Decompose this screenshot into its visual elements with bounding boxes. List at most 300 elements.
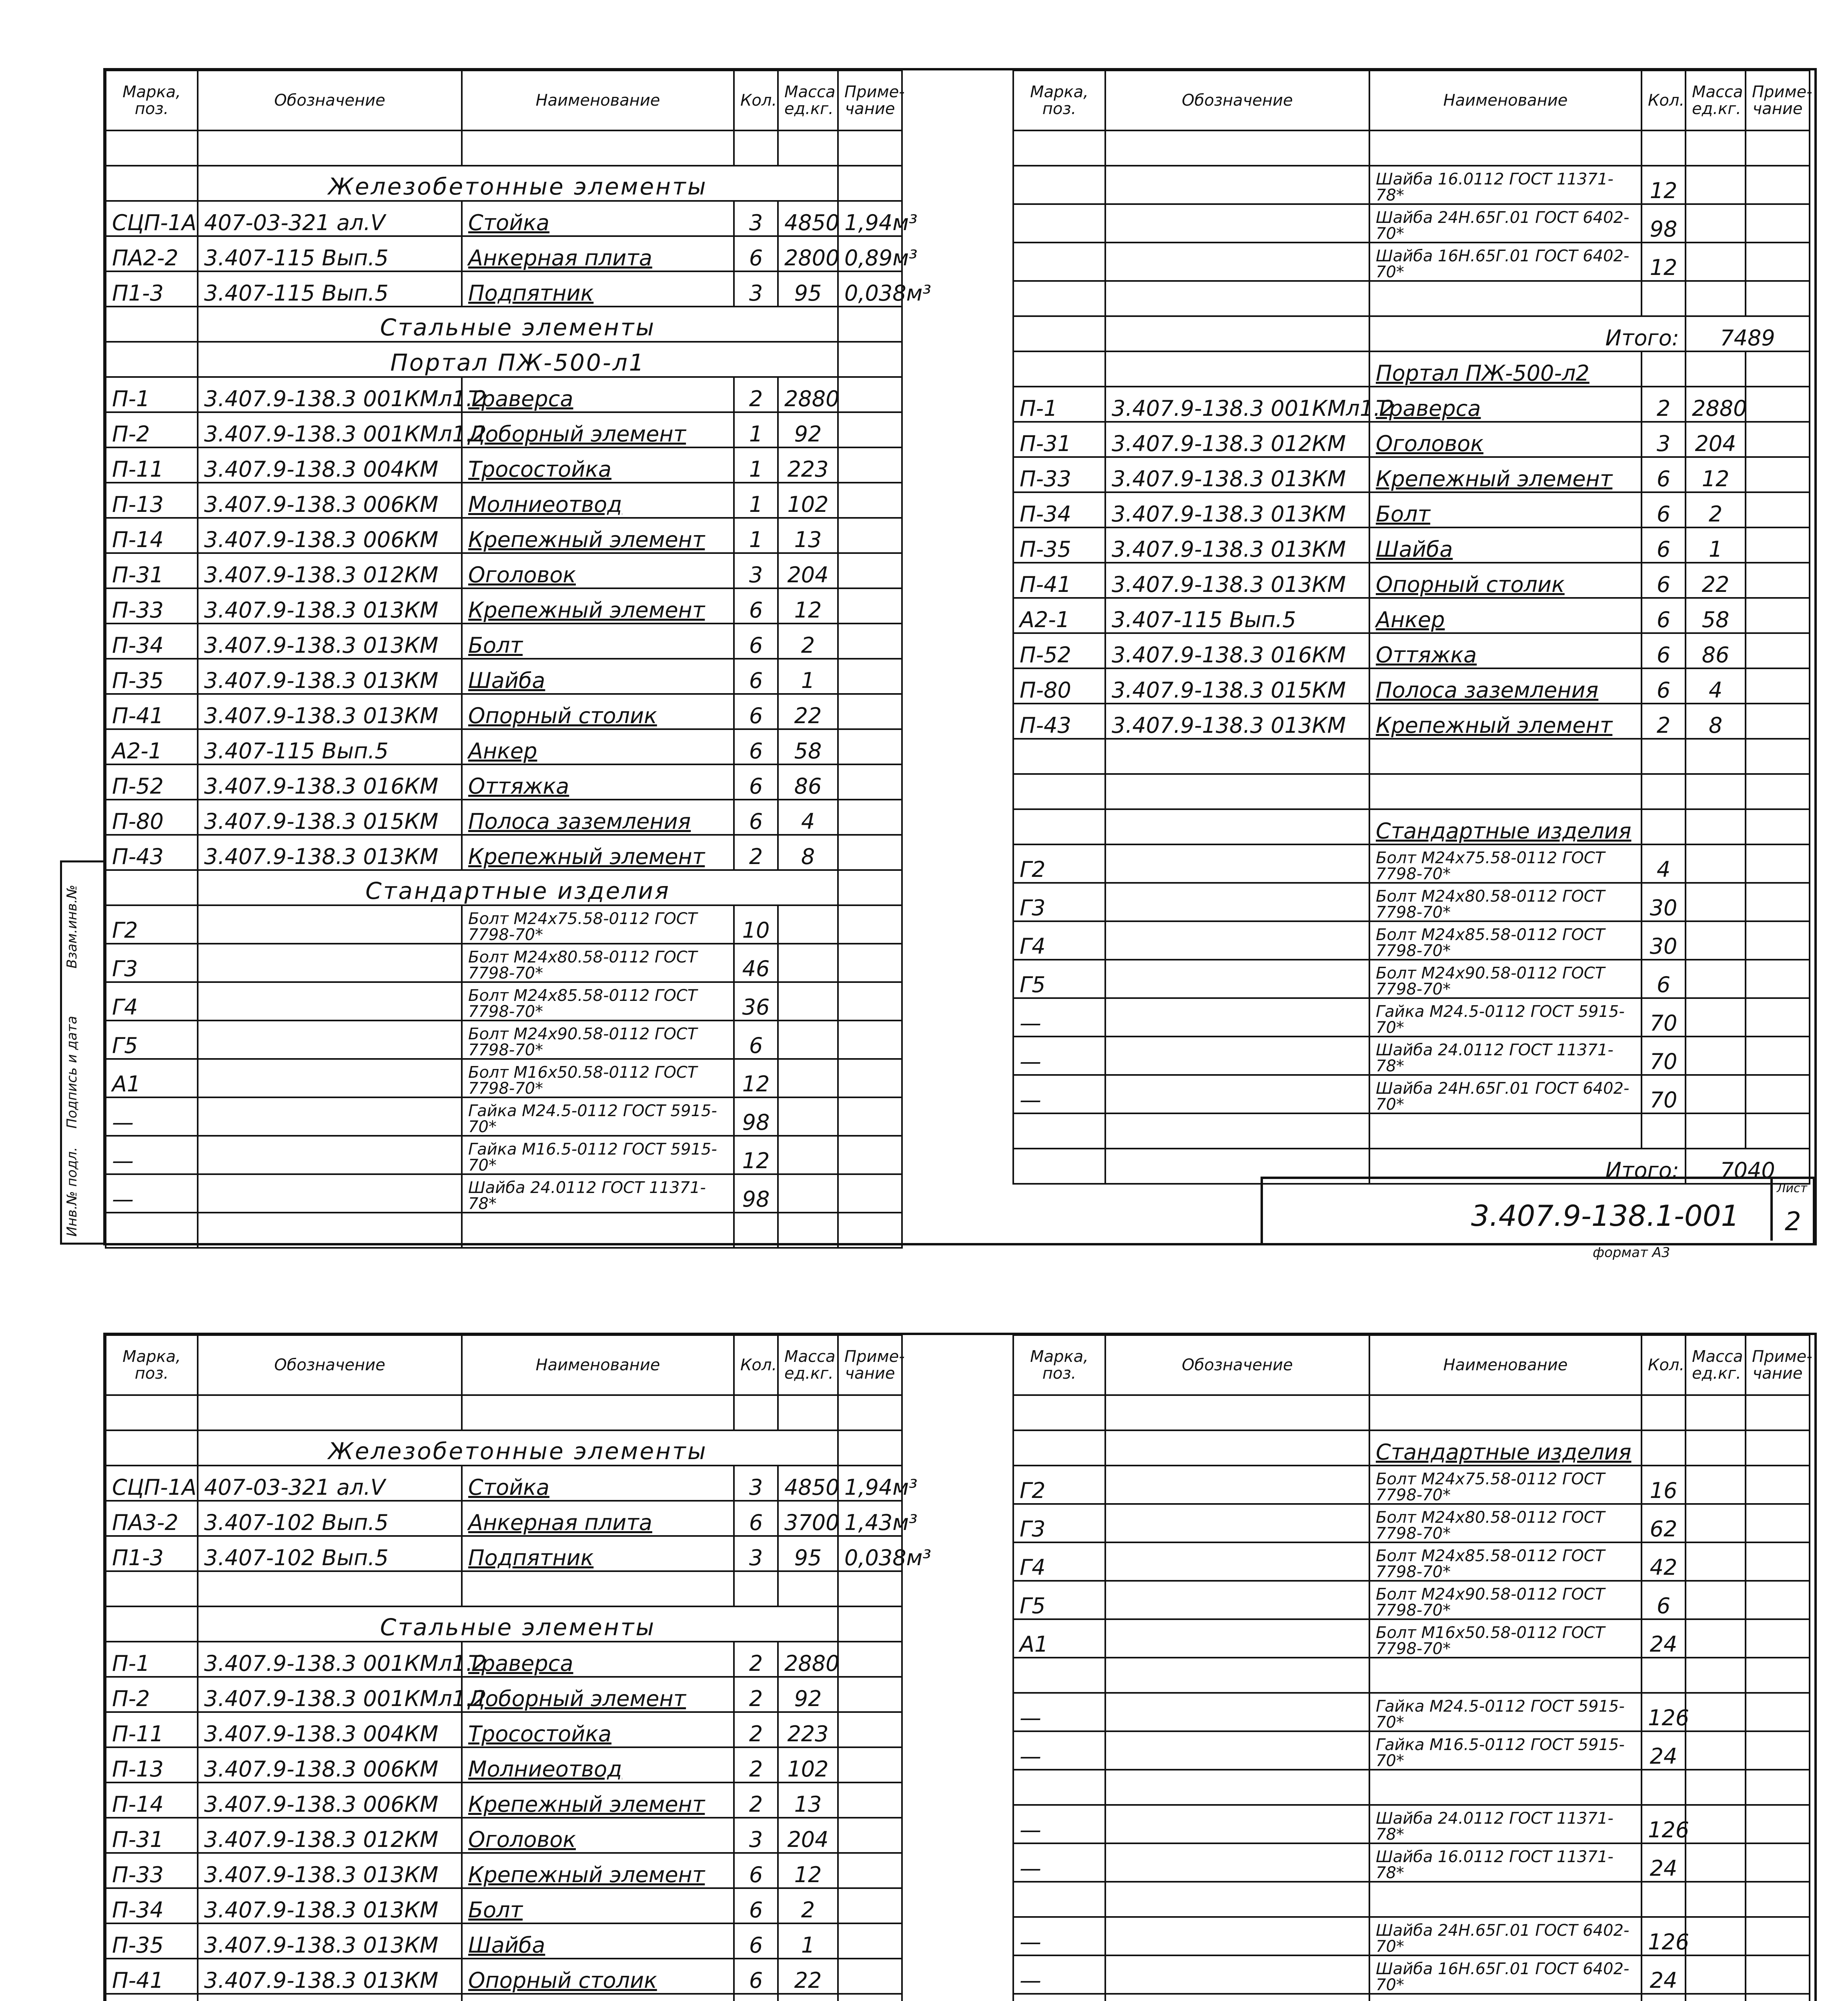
empty-cell — [1369, 130, 1642, 166]
empty-cell — [838, 1395, 902, 1430]
name-cell: Подпятник — [462, 271, 734, 307]
table-row — [1013, 1843, 1810, 1882]
qty-cell: 12 — [1642, 243, 1686, 281]
note-cell — [838, 800, 902, 835]
table-row — [1013, 457, 1810, 492]
empty-cell — [778, 1395, 838, 1430]
table-row — [1013, 844, 1810, 883]
table-row — [1013, 1504, 1810, 1542]
empty-cell — [106, 1571, 198, 1606]
qty-cell: 3 — [734, 1466, 778, 1501]
mass-cell — [1686, 1805, 1746, 1843]
mark-cell: ПА3-2 — [106, 1501, 198, 1536]
empty-cell — [106, 130, 198, 166]
sheet-number: 2 — [1785, 1207, 1801, 1237]
note-cell — [838, 1747, 902, 1782]
col-note-header: Приме-чание — [838, 70, 902, 130]
empty-cell — [462, 1395, 734, 1430]
name-cell: Болт М24х75.58-0112 ГОСТ 7798-70* — [1369, 1466, 1642, 1504]
table-row — [106, 1136, 902, 1174]
empty-cell — [1105, 1770, 1369, 1805]
name-cell: Шайба 16Н.65Г.01 ГОСТ 6402-70* — [1369, 1955, 1642, 1994]
qty-cell: 2 — [734, 1747, 778, 1782]
designation-cell: 3.407.9-138.3 013КМ — [1105, 457, 1369, 492]
mark-cell: П-33 — [106, 588, 198, 624]
col-designation-header: Обозначение — [198, 1335, 462, 1395]
mark-cell: П-34 — [106, 624, 198, 659]
sheet1-right-spec-table — [1012, 70, 1810, 1185]
empty-cell — [1686, 1994, 1746, 2001]
note-cell — [1746, 960, 1810, 998]
name-cell: Доборный элемент — [462, 1677, 734, 1712]
name-cell: Тросостойка — [462, 1712, 734, 1747]
name-cell: Гайка М24.5-0112 ГОСТ 5915-70* — [1369, 998, 1642, 1037]
mark-cell: СЦП-1А — [106, 1466, 198, 1501]
mark-cell: А1 — [1013, 1619, 1105, 1658]
table-row — [106, 1097, 902, 1136]
blank-row — [106, 1395, 902, 1430]
empty-cell — [1369, 774, 1642, 809]
mass-cell: 4850 — [778, 201, 838, 236]
empty-cell — [1642, 1430, 1686, 1466]
mark-cell: П-35 — [106, 1923, 198, 1959]
margin-sign-1: Подпись и дата — [64, 1016, 80, 1129]
qty-cell: 3 — [1642, 422, 1686, 457]
empty-cell — [1369, 1395, 1642, 1430]
note-cell — [838, 1959, 902, 1994]
name-cell — [462, 1994, 734, 2001]
name-cell: Тросостойка — [462, 447, 734, 483]
note-cell — [838, 694, 902, 729]
empty-cell — [106, 166, 198, 201]
section-row — [106, 1606, 902, 1642]
empty-cell — [1369, 739, 1642, 774]
designation-cell — [1105, 1917, 1369, 1955]
designation-cell: 3.407-102 Вып.5 — [198, 1501, 462, 1536]
table-row — [106, 1782, 902, 1818]
note-cell — [838, 729, 902, 764]
name-cell: Шайба 24.0112 ГОСТ 11371-78* — [1369, 1037, 1642, 1075]
note-cell — [1746, 1542, 1810, 1581]
name-cell: Крепежный элемент — [1369, 704, 1642, 739]
qty-cell: 3 — [734, 1536, 778, 1571]
note-cell — [1746, 204, 1810, 243]
table-row — [1013, 921, 1810, 960]
name-cell: Подпятник — [462, 1536, 734, 1571]
empty-cell — [1105, 809, 1369, 844]
empty-cell — [1105, 1994, 1369, 2001]
note-cell — [1746, 243, 1810, 281]
qty-cell: 6 — [734, 236, 778, 271]
col-designation-header: Обозначение — [1105, 1335, 1369, 1395]
qty-cell: 6 — [734, 624, 778, 659]
table-row — [106, 1994, 902, 2001]
mark-cell — [106, 1994, 198, 2001]
empty-cell — [1013, 739, 1105, 774]
qty-cell: 6 — [734, 659, 778, 694]
empty-cell — [1105, 130, 1369, 166]
empty-cell — [1013, 351, 1105, 387]
mark-cell: — — [1013, 1955, 1105, 1994]
section-title: Стальные элементы — [198, 307, 838, 342]
sheet-label: Лист — [1777, 1181, 1808, 1195]
empty-cell — [1746, 809, 1810, 844]
designation-cell: 3.407.9-138.3 006КМ — [198, 483, 462, 518]
designation-cell — [1105, 1075, 1369, 1113]
empty-cell — [1642, 1994, 1686, 2001]
col-note-header: Приме-чание — [838, 1335, 902, 1395]
section-row — [106, 1430, 902, 1466]
designation-cell: 3.407.9-138.3 001КМл1.2 — [198, 377, 462, 412]
empty-cell — [1013, 1770, 1105, 1805]
empty-cell — [198, 1395, 462, 1430]
table-row — [106, 1059, 902, 1097]
mass-cell: 2 — [778, 1888, 838, 1923]
designation-cell: 3.407.9-138.3 001КМл1.2 — [198, 1642, 462, 1677]
table-row — [1013, 387, 1810, 422]
qty-cell: 6 — [734, 1888, 778, 1923]
blank-row — [1013, 774, 1810, 809]
blank-row — [1013, 1113, 1810, 1149]
empty-cell — [1013, 1430, 1105, 1466]
col-qty-header: Кол. — [1642, 70, 1686, 130]
table-row — [106, 483, 902, 518]
mark-cell: П-1 — [1013, 387, 1105, 422]
table-row — [106, 1923, 902, 1959]
mark-cell — [1013, 204, 1105, 243]
qty-cell: 2 — [734, 1712, 778, 1747]
note-cell — [1746, 883, 1810, 921]
empty-cell — [1105, 1113, 1369, 1149]
empty-cell — [198, 1571, 462, 1606]
note-cell — [838, 1642, 902, 1677]
qty-cell: 36 — [734, 982, 778, 1021]
mark-cell: СЦП-1А — [106, 201, 198, 236]
mass-cell: 58 — [1686, 598, 1746, 633]
mass-cell: 1 — [1686, 527, 1746, 563]
table-row — [106, 377, 902, 412]
mark-cell: — — [106, 1174, 198, 1213]
section-title: Железобетонные элементы — [198, 1430, 838, 1466]
mark-cell: П-14 — [106, 1782, 198, 1818]
mass-cell: 12 — [778, 1853, 838, 1888]
name-cell: Шайба 16Н.65Г.01 ГОСТ 6402-70* — [1369, 243, 1642, 281]
empty-cell — [1686, 809, 1746, 844]
empty-cell — [106, 1395, 198, 1430]
section-row — [106, 342, 902, 377]
col-mass-header: Масса ед.кг. — [1686, 1335, 1746, 1395]
designation-cell — [198, 944, 462, 982]
note-cell — [1746, 844, 1810, 883]
note-cell — [838, 1097, 902, 1136]
empty-cell — [1746, 1770, 1810, 1805]
name-cell: Анкер — [1369, 598, 1642, 633]
mark-cell: П-52 — [106, 764, 198, 800]
sheet1-doc-code: 3.407.9-138.1-001 — [1471, 1199, 1740, 1233]
empty-cell — [198, 130, 462, 166]
note-cell — [1746, 921, 1810, 960]
sheet1-format: формат А3 — [1593, 1245, 1670, 1261]
empty-cell — [106, 1606, 198, 1642]
empty-cell — [1686, 1113, 1746, 1149]
note-cell: 0,038м³ — [838, 271, 902, 307]
empty-cell — [734, 130, 778, 166]
designation-cell: 3.407.9-138.3 001КМл1.2 — [1105, 387, 1369, 422]
qty-cell: 4 — [1642, 844, 1686, 883]
name-cell: Опорный столик — [462, 1959, 734, 1994]
qty-cell: 6 — [1642, 492, 1686, 527]
empty-cell — [1013, 1994, 1105, 2001]
mass-cell: 3700 — [778, 1501, 838, 1536]
blank-row — [1013, 1658, 1810, 1693]
name-cell: Болт М16х50.58-0112 ГОСТ 7798-70* — [462, 1059, 734, 1097]
mark-cell: П-11 — [106, 447, 198, 483]
table-row — [1013, 1581, 1810, 1619]
mass-cell — [1686, 998, 1746, 1037]
mass-cell — [1686, 1619, 1746, 1658]
name-cell: Траверса — [462, 1642, 734, 1677]
mark-cell: П-13 — [106, 1747, 198, 1782]
empty-cell — [734, 1395, 778, 1430]
note-cell — [838, 377, 902, 412]
mass-cell — [778, 1136, 838, 1174]
mass-cell: 204 — [1686, 422, 1746, 457]
mass-cell: 86 — [778, 764, 838, 800]
table-row — [1013, 1542, 1810, 1581]
name-cell: Опорный столик — [462, 694, 734, 729]
empty-cell — [1642, 351, 1686, 387]
designation-cell: 3.407.9-138.3 013КМ — [198, 1853, 462, 1888]
note-cell — [1746, 527, 1810, 563]
note-cell — [1746, 1466, 1810, 1504]
qty-cell: 2 — [734, 1782, 778, 1818]
mass-cell — [1686, 1955, 1746, 1994]
qty-cell: 3 — [734, 271, 778, 307]
name-cell: Болт — [462, 1888, 734, 1923]
mass-cell — [1686, 844, 1746, 883]
qty-cell: 2 — [1642, 704, 1686, 739]
empty-cell — [1013, 774, 1105, 809]
subsection-row — [1013, 351, 1810, 387]
note-cell — [838, 553, 902, 588]
note-cell — [838, 1853, 902, 1888]
note-cell — [838, 905, 902, 944]
mass-cell: 22 — [778, 1959, 838, 1994]
col-name-header: Наименование — [462, 1335, 734, 1395]
note-cell — [1746, 387, 1810, 422]
designation-cell: 3.407.9-138.3 013КМ — [1105, 563, 1369, 598]
designation-cell — [198, 1136, 462, 1174]
designation-cell — [198, 1994, 462, 2001]
designation-cell: 3.407.9-138.3 013КМ — [198, 1888, 462, 1923]
note-cell — [1746, 598, 1810, 633]
name-cell: Гайка М24.5-0112 ГОСТ 5915-70* — [462, 1097, 734, 1136]
table-row — [1013, 1619, 1810, 1658]
mark-cell: П-31 — [106, 553, 198, 588]
designation-cell — [1105, 998, 1369, 1037]
empty-cell — [1013, 809, 1105, 844]
qty-cell: 1 — [734, 412, 778, 447]
note-cell: 1,94м³ — [838, 1466, 902, 1501]
qty-cell: 126 — [1642, 1693, 1686, 1731]
designation-cell: 3.407.9-138.3 013КМ — [198, 1923, 462, 1959]
mark-cell: П-31 — [106, 1818, 198, 1853]
qty-cell: 6 — [734, 764, 778, 800]
table-row — [106, 1747, 902, 1782]
designation-cell: 3.407.9-138.3 013КМ — [1105, 704, 1369, 739]
blank-row — [106, 1213, 902, 1248]
note-cell — [1746, 668, 1810, 704]
empty-cell — [1642, 1395, 1686, 1430]
blank-row — [1013, 130, 1810, 166]
empty-cell — [1105, 739, 1369, 774]
name-cell: Крепежный элемент — [462, 588, 734, 624]
empty-cell — [778, 1213, 838, 1248]
empty-cell — [1369, 1994, 1642, 2001]
table-row — [1013, 1917, 1810, 1955]
col-mass-header: Масса ед.кг. — [778, 1335, 838, 1395]
section-title: Стандартные изделия — [198, 870, 838, 905]
mass-cell — [1686, 1037, 1746, 1075]
table-row — [106, 982, 902, 1021]
mark-cell: П-33 — [1013, 457, 1105, 492]
qty-cell: 6 — [734, 800, 778, 835]
designation-cell — [1105, 1037, 1369, 1075]
mass-cell: 204 — [778, 1818, 838, 1853]
blank-row — [1013, 739, 1810, 774]
col-name-header: Наименование — [1369, 70, 1642, 130]
designation-cell: 3.407.9-138.3 015КМ — [198, 800, 462, 835]
blank-row — [1013, 281, 1810, 316]
table-row — [106, 944, 902, 982]
col-note-header: Приме-чание — [1746, 70, 1810, 130]
empty-cell — [1642, 1113, 1686, 1149]
designation-cell: 3.407.9-138.3 013КМ — [198, 694, 462, 729]
mark-cell: — — [1013, 1693, 1105, 1731]
mass-cell — [1686, 1917, 1746, 1955]
section-title: Портал ПЖ-500-л1 — [198, 342, 838, 377]
table-row — [106, 729, 902, 764]
empty-cell — [1746, 1430, 1810, 1466]
mass-cell: 8 — [778, 835, 838, 870]
empty-cell — [1746, 130, 1810, 166]
name-cell: Шайба 24Н.65Г.01 ГОСТ 6402-70* — [1369, 1075, 1642, 1113]
designation-cell: 3.407.9-138.3 013КМ — [198, 1959, 462, 1994]
table-row — [1013, 633, 1810, 668]
note-cell — [838, 518, 902, 553]
note-cell — [838, 1782, 902, 1818]
qty-cell: 10 — [734, 905, 778, 944]
qty-cell: 24 — [1642, 1731, 1686, 1770]
empty-cell — [1686, 130, 1746, 166]
mass-cell: 8 — [1686, 704, 1746, 739]
table-row — [106, 447, 902, 483]
designation-cell: 3.407.9-138.3 006КМ — [198, 1782, 462, 1818]
total-value: 7040 — [1686, 1149, 1810, 1184]
blank-row — [1013, 1882, 1810, 1917]
empty-cell — [1686, 774, 1746, 809]
name-cell: Стойка — [462, 201, 734, 236]
empty-cell — [1013, 281, 1105, 316]
table-row — [1013, 243, 1810, 281]
name-cell: Крепежный элемент — [1369, 457, 1642, 492]
empty-cell — [1642, 739, 1686, 774]
name-cell: Болт М24х75.58-0112 ГОСТ 7798-70* — [1369, 844, 1642, 883]
mass-cell: 58 — [778, 729, 838, 764]
mass-cell: 223 — [778, 447, 838, 483]
note-cell — [1746, 1075, 1810, 1113]
mark-cell: — — [1013, 998, 1105, 1037]
empty-cell — [1369, 1770, 1642, 1805]
mark-cell: П-52 — [1013, 633, 1105, 668]
name-cell: Анкерная плита — [462, 1501, 734, 1536]
blank-row — [1013, 1770, 1810, 1805]
mass-cell: 4850 — [778, 1466, 838, 1501]
designation-cell — [1105, 1619, 1369, 1658]
designation-cell — [198, 1059, 462, 1097]
empty-cell — [106, 870, 198, 905]
mass-cell: 22 — [778, 694, 838, 729]
qty-cell: 42 — [1642, 1542, 1686, 1581]
table-row — [1013, 1075, 1810, 1113]
table-row — [106, 659, 902, 694]
table-row — [106, 201, 902, 236]
empty-cell — [1642, 1658, 1686, 1693]
note-cell — [838, 1677, 902, 1712]
name-cell: Болт — [462, 624, 734, 659]
name-cell: Гайка М16.5-0112 ГОСТ 5915-70* — [462, 1136, 734, 1174]
mass-cell — [1686, 960, 1746, 998]
qty-cell: 6 — [1642, 960, 1686, 998]
qty-cell: 98 — [734, 1174, 778, 1213]
qty-cell: 6 — [734, 729, 778, 764]
qty-cell: 70 — [1642, 1037, 1686, 1075]
mass-cell — [778, 944, 838, 982]
name-cell: Болт М16х50.58-0112 ГОСТ 7798-70* — [1369, 1619, 1642, 1658]
designation-cell: 3.407.9-138.3 006КМ — [198, 1747, 462, 1782]
qty-cell: 46 — [734, 944, 778, 982]
mass-cell: 204 — [778, 553, 838, 588]
note-cell — [1746, 1504, 1810, 1542]
designation-cell — [198, 1021, 462, 1059]
name-cell: Болт М24х80.58-0112 ГОСТ 7798-70* — [1369, 883, 1642, 921]
table-row — [106, 588, 902, 624]
name-cell: Стойка — [462, 1466, 734, 1501]
qty-cell: 2 — [1642, 387, 1686, 422]
mark-cell: Г4 — [106, 982, 198, 1021]
col-mass-header: Масса ед.кг. — [1686, 70, 1746, 130]
note-cell: 1,43м³ — [838, 1501, 902, 1536]
empty-cell — [1642, 774, 1686, 809]
empty-cell — [838, 307, 902, 342]
mass-cell — [1686, 1843, 1746, 1882]
empty-cell — [838, 1213, 902, 1248]
name-cell: Болт М24х85.58-0112 ГОСТ 7798-70* — [1369, 921, 1642, 960]
sheet1-title-block — [1261, 1177, 1815, 1245]
table-row — [106, 553, 902, 588]
qty-cell: 6 — [1642, 633, 1686, 668]
mark-cell: А2-1 — [106, 729, 198, 764]
blank-row — [106, 1571, 902, 1606]
note-cell — [838, 659, 902, 694]
table-row — [1013, 1731, 1810, 1770]
mass-cell: 13 — [778, 518, 838, 553]
mark-cell: — — [106, 1136, 198, 1174]
table-row — [106, 1536, 902, 1571]
mass-cell: 4 — [1686, 668, 1746, 704]
total-label: Итого: — [1369, 316, 1686, 351]
empty-cell — [838, 1430, 902, 1466]
